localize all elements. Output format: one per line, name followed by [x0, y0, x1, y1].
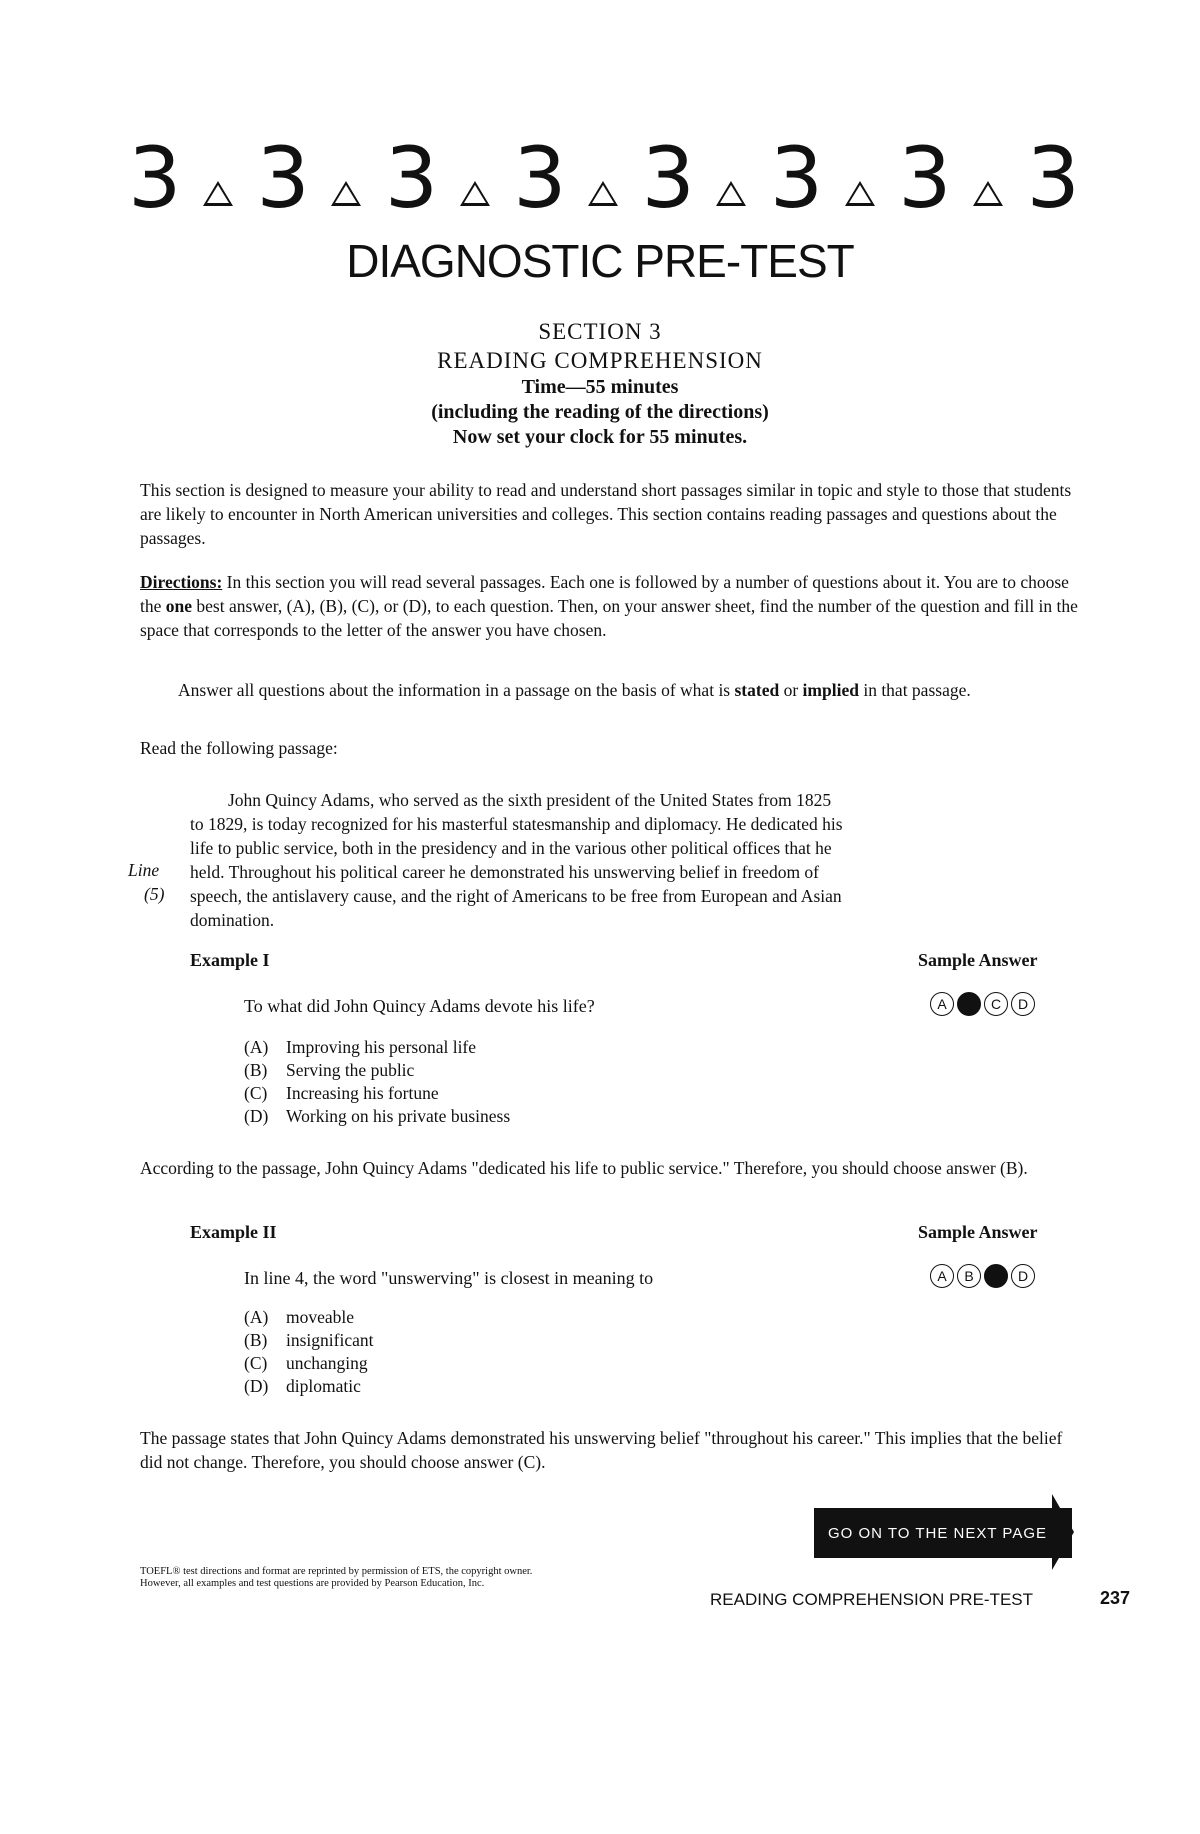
answer-bubble-b-filled: B — [957, 992, 981, 1016]
choice-item — [244, 1105, 510, 1128]
read-following: Read the following passage: — [140, 738, 338, 758]
answer-bubble-d: D — [1011, 1264, 1035, 1288]
banner-digit: 3 — [513, 129, 565, 227]
answer-bubble-c: C — [984, 992, 1008, 1016]
answer-all-paragraph — [140, 678, 1080, 702]
implied-emphasis: implied — [802, 680, 859, 700]
choice-letter: (A) — [244, 1037, 269, 1057]
section-clock: Now set your clock for 55 minutes. — [452, 426, 748, 448]
section-time-note: (including the reading of the directions) — [431, 401, 769, 423]
banner-digit: 3 — [898, 129, 950, 227]
section-number: SECTION 3 — [538, 319, 662, 344]
example-1-label: Example I — [190, 950, 270, 970]
page-number: 237 — [1100, 1588, 1131, 1608]
choice-text: Increasing his fortune — [286, 1083, 439, 1103]
banner-digit: 3 — [641, 129, 693, 227]
example-2-answer-bubbles — [930, 1264, 1035, 1288]
choice-text: unchanging — [286, 1353, 368, 1373]
section-banner — [128, 128, 1078, 228]
choice-letter: (B) — [244, 1060, 268, 1080]
answer-all-text: in that passage. — [858, 680, 971, 700]
passage-line: John Quincy Adams, who served as the sixth president of the United States from 1825 — [228, 790, 832, 810]
choice-letter: (B) — [244, 1330, 268, 1350]
choice-text: Serving the public — [286, 1060, 415, 1080]
answer-bubble-c-filled: C — [984, 1264, 1008, 1288]
choice-item — [244, 1375, 373, 1398]
choice-item — [244, 1036, 510, 1059]
answer-bubble-d: D — [1011, 992, 1035, 1016]
choice-item — [244, 1306, 373, 1329]
triangle-icon — [203, 181, 233, 206]
triangle-icon — [973, 181, 1003, 206]
triangle-icon — [588, 181, 618, 206]
example-1-choices — [244, 1036, 510, 1128]
choice-letter: (C) — [244, 1083, 268, 1103]
triangle-icon — [716, 181, 746, 206]
answer-bubble-a: A — [930, 992, 954, 1016]
banner-digit: 3 — [128, 129, 180, 227]
intro-paragraph: This section is designed to measure your ability to read and understand short passages similar in topic and style to those that students are likely to encounter in North American universities and colleges. This section contains reading passages and questions about the passages. — [140, 480, 1072, 548]
choice-item — [244, 1059, 510, 1082]
choice-text: Improving his personal life — [286, 1037, 477, 1057]
banner-digit: 3 — [769, 129, 822, 227]
section-time: Time—55 minutes — [521, 376, 679, 398]
choice-item — [244, 1352, 373, 1375]
answer-bubble-b: B — [957, 1264, 981, 1288]
directions-text: In this section you will read several passages. Each one is followed by a number of questions about it. You are to choose the — [140, 572, 1069, 616]
directions-text: best answer, (A), (B), (C), or (D), to each question. Then, on your answer sheet, find the number of the question and fill in the space that corresponds to the letter of the answer you have chosen. — [140, 596, 1078, 640]
choice-item — [244, 1329, 373, 1352]
directions-paragraph — [140, 570, 1080, 642]
answer-all-text: Answer all questions about the information in a passage on the basis of what is — [178, 680, 735, 700]
line-number: (5) — [144, 884, 165, 904]
example-1-question: To what did John Quincy Adams devote his life? — [244, 996, 595, 1016]
banner-digit: 3 — [1026, 129, 1078, 227]
passage-line: life to public service, both in the presidency and in the various other political offices that he — [190, 838, 832, 858]
answer-all-text: or — [779, 680, 803, 700]
passage-line: to 1829, is today recognized for his masterful statesmanship and diplomacy. He dedicated his — [190, 814, 843, 834]
stated-emphasis: stated — [734, 680, 780, 700]
choice-text: moveable — [286, 1307, 355, 1327]
directions-emphasis: one — [165, 596, 193, 616]
choice-item — [244, 1082, 510, 1105]
example-1-answer-bubbles — [930, 992, 1035, 1016]
page-title: DIAGNOSTIC PRE-TEST — [346, 235, 854, 287]
section-heading — [0, 318, 1200, 450]
section-name: READING COMPREHENSION — [437, 348, 763, 373]
copyright-footnote: TOEFL® test directions and format are reprinted by permission of ETS, the copyright owner. However, all examples and test questions are provided by Pearson Education, Inc. — [140, 1566, 533, 1589]
answer-bubble-a: A — [930, 1264, 954, 1288]
example-2-sample-label: Sample Answer — [918, 1222, 1038, 1242]
choice-letter: (C) — [244, 1353, 268, 1373]
example-2-explanation: The passage states that John Quincy Adams demonstrated his unswerving belief "throughout his career." This implies that the belief did not change. Therefore, you should choose answer (C). — [140, 1428, 1063, 1472]
triangle-icon — [331, 181, 361, 206]
example-2-label: Example II — [190, 1222, 277, 1242]
line-label: Line — [128, 860, 160, 880]
choice-text: insignificant — [286, 1330, 374, 1350]
choice-letter: (A) — [244, 1307, 269, 1327]
passage-line: domination. — [190, 910, 275, 930]
footer-title: READING COMPREHENSION PRE-TEST — [710, 1590, 1034, 1609]
choice-text: Working on his private business — [286, 1106, 511, 1126]
example-1-explanation: According to the passage, John Quincy Adams "dedicated his life to public service." Therefore, you should choose answer (B). — [140, 1158, 1028, 1178]
banner-digit: 3 — [256, 129, 308, 227]
choice-letter: (D) — [244, 1376, 269, 1396]
example-1-sample-label: Sample Answer — [918, 950, 1038, 970]
reading-passage — [190, 788, 1070, 932]
choice-letter: (D) — [244, 1106, 269, 1126]
passage-line: speech, the antislavery cause, and the right of Americans to be free from European and Asian — [190, 886, 842, 906]
example-2-question: In line 4, the word "unswerving" is closest in meaning to — [244, 1268, 654, 1288]
triangle-icon — [845, 181, 875, 206]
choice-text: diplomatic — [286, 1376, 361, 1396]
go-on-banner: GO ON TO THE NEXT PAGE — [814, 1508, 1072, 1558]
triangle-icon — [460, 181, 490, 206]
directions-label: Directions: — [140, 572, 223, 592]
passage-line: held. Throughout his political career he demonstrated his unswerving belief in freedom of — [190, 862, 820, 882]
banner-digit: 3 — [384, 129, 437, 227]
example-2-choices — [244, 1306, 373, 1398]
